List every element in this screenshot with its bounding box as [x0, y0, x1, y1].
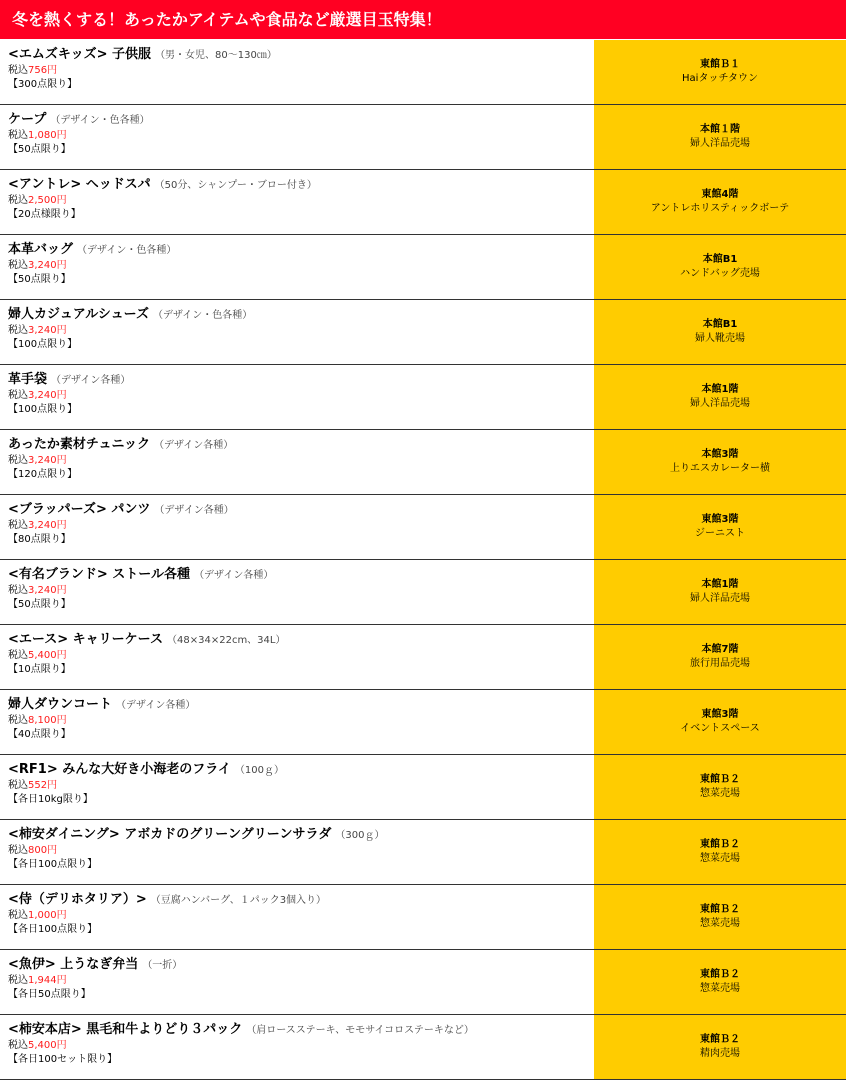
item-detail: （一折）	[142, 960, 183, 971]
item-title-line	[8, 564, 594, 584]
item-limit: 【50点限り】	[8, 274, 71, 285]
tax-label: 税込	[8, 780, 28, 791]
location-place: 惣菜売場	[700, 853, 740, 864]
item-row	[0, 235, 846, 300]
item-location	[594, 690, 846, 754]
item-limit: 【各日10kg限り】	[8, 794, 93, 805]
item-title-line	[8, 434, 594, 454]
item-location	[594, 495, 846, 559]
item-info	[0, 625, 594, 689]
item-title-line	[8, 954, 594, 974]
item-title-line	[8, 304, 594, 324]
item-row	[0, 430, 846, 495]
location-building: 本館1階	[701, 384, 739, 395]
location-place: 旅行用品売場	[690, 658, 750, 669]
item-name: 革手袋	[8, 372, 48, 387]
item-detail: （50分、シャンプー・ブロー付き）	[154, 180, 317, 191]
item-price-line	[8, 779, 594, 793]
item-row	[0, 950, 846, 1015]
item-limit: 【80点限り】	[8, 534, 71, 545]
item-name: ケープ	[8, 112, 47, 127]
item-location	[594, 235, 846, 299]
item-title-line	[8, 759, 594, 779]
item-info	[0, 885, 594, 949]
tax-label: 税込	[8, 65, 28, 76]
item-name: <侍（デリホタリア）>	[8, 892, 147, 907]
item-limit: 【各日100点限り】	[8, 924, 98, 935]
item-detail: （48×34×22cm、34L）	[167, 635, 286, 646]
item-detail: （肩ロースステーキ、モモサイコロステーキなど）	[246, 1025, 474, 1036]
location-place: 婦人靴売場	[695, 333, 745, 344]
item-price-line	[8, 194, 594, 208]
item-info	[0, 755, 594, 819]
item-name: <エムズキッズ> 子供服	[8, 47, 152, 62]
item-row	[0, 365, 846, 430]
item-title-line	[8, 824, 594, 844]
item-price: 5,400円	[28, 1040, 67, 1051]
item-name: あったか素材チュニック	[8, 437, 150, 452]
location-building: 本館B1	[702, 319, 738, 330]
item-price: 8,100円	[28, 715, 67, 726]
item-price-line	[8, 129, 594, 143]
item-price: 3,240円	[28, 325, 67, 336]
item-price: 2,500円	[28, 195, 67, 206]
item-location	[594, 950, 846, 1014]
item-price-line	[8, 64, 594, 78]
tax-label: 税込	[8, 650, 28, 661]
item-price: 3,240円	[28, 520, 67, 531]
tax-label: 税込	[8, 845, 28, 856]
location-building: 東館Ｂ２	[700, 1034, 740, 1045]
tax-label: 税込	[8, 390, 28, 401]
item-detail: （デザイン各種）	[194, 570, 274, 581]
location-building: 東館Ｂ２	[700, 904, 740, 915]
item-price: 800円	[28, 845, 58, 856]
location-place: 婦人洋品売場	[690, 398, 750, 409]
tax-label: 税込	[8, 520, 28, 531]
item-limit: 【100点限り】	[8, 339, 78, 350]
tax-label: 税込	[8, 130, 28, 141]
item-location	[594, 1015, 846, 1079]
item-price: 3,240円	[28, 585, 67, 596]
item-info	[0, 495, 594, 559]
item-info	[0, 105, 594, 169]
item-location	[594, 755, 846, 819]
item-limit: 【50点限り】	[8, 144, 71, 155]
item-limit: 【10点限り】	[8, 664, 71, 675]
item-name: <RF1> みんな大好き小海老のフライ	[8, 762, 231, 777]
item-title-line	[8, 889, 594, 909]
item-limit: 【各日100点限り】	[8, 859, 98, 870]
item-info	[0, 170, 594, 234]
location-place: 婦人洋品売場	[690, 593, 750, 604]
item-limit: 【100点限り】	[8, 404, 78, 415]
item-limit: 【20点様限り】	[8, 209, 81, 220]
item-row	[0, 885, 846, 950]
location-building: 本館１階	[700, 124, 740, 135]
item-title-line	[8, 369, 594, 389]
item-location	[594, 365, 846, 429]
location-building: 東館Ｂ２	[700, 774, 740, 785]
item-title-line	[8, 44, 594, 64]
item-row	[0, 625, 846, 690]
item-name: <ブラッパーズ> パンツ	[8, 502, 151, 517]
tax-label: 税込	[8, 585, 28, 596]
item-title-line	[8, 499, 594, 519]
location-place: 惣菜売場	[700, 788, 740, 799]
item-detail: （デザイン・色各種）	[77, 245, 177, 256]
item-title-line	[8, 694, 594, 714]
location-place: 精肉売場	[700, 1048, 740, 1059]
item-detail: （100ｇ）	[234, 765, 284, 776]
item-info	[0, 40, 594, 104]
item-name: <有名ブランド> ストール各種	[8, 567, 191, 582]
item-limit: 【120点限り】	[8, 469, 78, 480]
location-building: 東館Ｂ１	[700, 59, 740, 70]
location-place: 婦人洋品売場	[690, 138, 750, 149]
item-info	[0, 1015, 594, 1079]
location-place: Haiタッチタウン	[682, 73, 758, 84]
item-limit: 【各日50点限り】	[8, 989, 91, 1000]
item-name: <アントレ> ヘッドスパ	[8, 177, 151, 192]
item-price: 1,080円	[28, 130, 67, 141]
item-limit: 【40点限り】	[8, 729, 71, 740]
item-info	[0, 430, 594, 494]
item-price: 756円	[28, 65, 58, 76]
item-price: 552円	[28, 780, 58, 791]
item-price-line	[8, 844, 594, 858]
item-row	[0, 820, 846, 885]
item-limit: 【50点限り】	[8, 599, 71, 610]
tax-label: 税込	[8, 195, 28, 206]
item-price-line	[8, 649, 594, 663]
item-price-line	[8, 389, 594, 403]
item-limit: 【300点限り】	[8, 79, 78, 90]
item-info	[0, 560, 594, 624]
tax-label: 税込	[8, 975, 28, 986]
items-table	[0, 40, 846, 1080]
item-detail: （デザイン・色各種）	[153, 310, 253, 321]
item-detail: （デザイン各種）	[51, 375, 131, 386]
location-building: 東館Ｂ２	[700, 839, 740, 850]
item-price: 1,000円	[28, 910, 67, 921]
tax-label: 税込	[8, 910, 28, 921]
item-location	[594, 170, 846, 234]
item-price: 3,240円	[28, 260, 67, 271]
tax-label: 税込	[8, 260, 28, 271]
item-row	[0, 40, 846, 105]
item-info	[0, 690, 594, 754]
item-location	[594, 820, 846, 884]
location-building: 本館7階	[701, 644, 739, 655]
item-row	[0, 690, 846, 755]
location-place: 惣菜売場	[700, 918, 740, 929]
item-location	[594, 40, 846, 104]
item-row	[0, 495, 846, 560]
item-price-line	[8, 519, 594, 533]
item-info	[0, 365, 594, 429]
item-price-line	[8, 974, 594, 988]
item-name: 本革バッグ	[8, 242, 74, 257]
item-detail: （デザイン・色各種）	[50, 115, 150, 126]
item-detail: （豆腐ハンバーグ、１パック3個入り）	[150, 895, 327, 906]
item-detail: （デザイン各種）	[154, 505, 234, 516]
item-location	[594, 430, 846, 494]
item-row	[0, 755, 846, 820]
item-detail: （デザイン各種）	[153, 440, 234, 451]
item-price-line	[8, 909, 594, 923]
item-price: 3,240円	[28, 390, 67, 401]
item-name: <エース> キャリーケース	[8, 632, 164, 647]
item-price: 5,400円	[28, 650, 67, 661]
tax-label: 税込	[8, 715, 28, 726]
location-building: 東館3階	[701, 514, 739, 525]
item-info	[0, 820, 594, 884]
item-name: <魚伊> 上うなぎ弁当	[8, 957, 139, 972]
tax-label: 税込	[8, 325, 28, 336]
item-info	[0, 300, 594, 364]
item-location	[594, 300, 846, 364]
tax-label: 税込	[8, 1040, 28, 1051]
item-price-line	[8, 324, 594, 338]
item-name: <柿安ダイニング> アボカドのグリーングリーンサラダ	[8, 827, 332, 842]
item-info	[0, 950, 594, 1014]
location-place: ジーニスト	[695, 528, 745, 539]
item-detail: （300ｇ）	[335, 830, 385, 841]
location-building: 本館3階	[701, 449, 739, 460]
item-location	[594, 105, 846, 169]
item-price-line	[8, 259, 594, 273]
item-price-line	[8, 1039, 594, 1053]
item-detail: （デザイン各種）	[116, 700, 196, 711]
item-row	[0, 1015, 846, 1080]
item-price-line	[8, 584, 594, 598]
item-location	[594, 625, 846, 689]
tax-label: 税込	[8, 455, 28, 466]
item-info	[0, 235, 594, 299]
location-building: 本館1階	[701, 579, 739, 590]
item-name: 婦人カジュアルシューズ	[8, 307, 149, 322]
item-name: <柿安本店> 黒毛和牛よりどり３パック	[8, 1022, 243, 1037]
item-row	[0, 300, 846, 365]
page-title: 冬を熱くする！あったかアイテムや食品など厳選目玉特集！	[12, 10, 442, 29]
item-location	[594, 560, 846, 624]
item-price-line	[8, 714, 594, 728]
location-place: イベントスペース	[680, 723, 760, 734]
location-place: 惣菜売場	[700, 983, 740, 994]
item-title-line	[8, 1019, 594, 1039]
item-title-line	[8, 239, 594, 259]
location-place: ハンドバッグ売場	[680, 268, 760, 279]
location-place: アントレホリスティックボーテ	[650, 203, 790, 214]
location-building: 本館B1	[702, 254, 738, 265]
item-title-line	[8, 174, 594, 194]
item-row	[0, 560, 846, 625]
item-row	[0, 170, 846, 235]
item-row	[0, 105, 846, 170]
item-title-line	[8, 629, 594, 649]
location-place: 上りエスカレーター横	[670, 463, 770, 474]
item-limit: 【各日100セット限り】	[8, 1054, 118, 1065]
location-building: 東館Ｂ２	[700, 969, 740, 980]
location-building: 東館3階	[701, 709, 739, 720]
page-title-banner	[0, 0, 846, 39]
item-price: 1,944円	[28, 975, 67, 986]
location-building: 東館4階	[701, 189, 739, 200]
item-location	[594, 885, 846, 949]
item-price-line	[8, 454, 594, 468]
item-detail: （男・女児、80～130㎝）	[155, 50, 277, 61]
item-price: 3,240円	[28, 455, 67, 466]
item-title-line	[8, 109, 594, 129]
item-name: 婦人ダウンコート	[8, 697, 113, 712]
